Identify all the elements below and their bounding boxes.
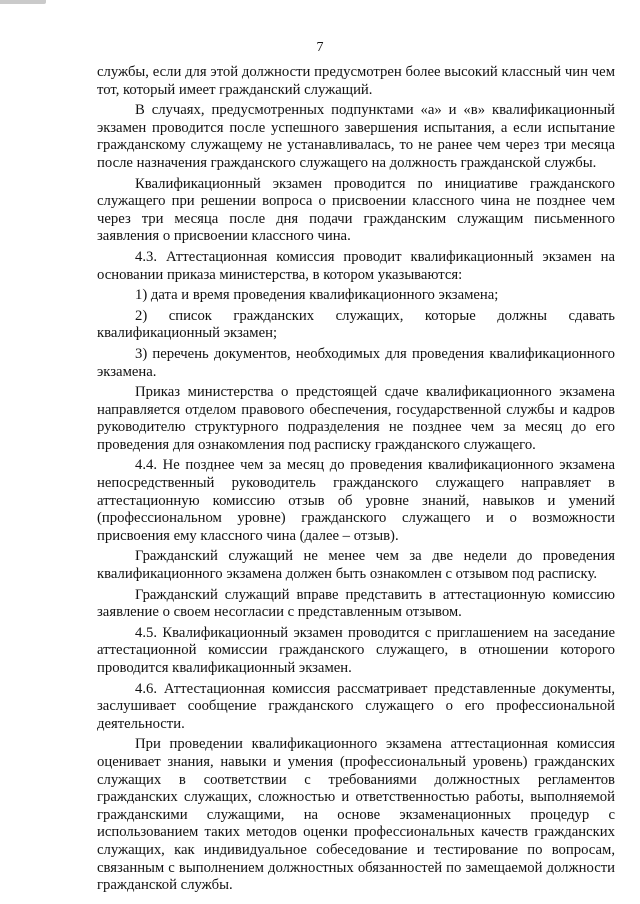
paragraph: Приказ министерства о предстоящей сдаче квалификационного экзамена направляется отделом правового обеспечения, государственной службы и кадров руководителю структурного подразделения не позднее чем за месяц до его проведения для ознакомления под расписку гражданского служащего. [97,384,615,453]
paragraph: Гражданский служащий не менее чем за две недели до проведения квалификационного экзамена должен быть ознакомлен с отзывом под расписку. [97,548,615,583]
document-body [97,64,615,898]
paragraph-continuation: службы, если для этой должности предусмотрен более высокий классный чин чем тот, который имеет гражданский служащий. [97,64,615,98]
section-4-4: 4.4. Не позднее чем за месяц до проведения квалификационного экзамена непосредственный руководитель гражданского служащего направляет в аттестационную комиссию отзыв об уровне знаний, навыков и умений (профессиональном уровне) гражданского служащего и о возможности присвоения ему классного чина (далее – отзыв). [97,457,615,544]
page-number: 7 [316,40,324,55]
scan-edge-artifact [0,0,46,4]
paragraph: Гражданский служащий вправе представить в аттестационную комиссию заявление о своем несогласии с представленным отзывом. [97,586,615,621]
section-4-5: 4.5. Квалификационный экзамен проводится с приглашением на заседание аттестационной комиссии гражданского служащего, в отношении которого проводится квалификационный экзамен. [97,624,615,676]
paragraph: В случаях, предусмотренных подпунктами «а» и «в» квалификационный экзамен проводится после успешного завершения испытания, а если испытание гражданскому служащему не устанавливалась, то не ранее чем через три месяца после назначения гражданского служащего на должность гражданской службы. [97,102,615,171]
paragraph: Квалификационный экзамен проводится по инициативе гражданского служащего при решении вопроса о присвоении классного чина не позднее чем через три месяца после дня подачи гражданским служащим письменного заявления о присвоении классного чина. [97,175,615,245]
list-item-2: 2) список гражданских служащих, которые должны сдавать квалификационный экзамен; [97,307,615,342]
list-item-3: 3) перечень документов, необходимых для проведения квалификационного экзамена. [97,345,615,380]
section-4-6: 4.6. Аттестационная комиссия рассматривает представленные документы, заслушивает сообщение гражданского служащего о его профессиональной деятельности. [97,680,615,732]
list-item-1: 1) дата и время проведения квалификационного экзамена; [135,287,499,304]
paragraph: При проведении квалификационного экзамена аттестационная комиссия оценивает знания, навыки и умения (профессиональный уровень) гражданских служащих в соответствии с требованиями должностных регламентов гражданских служащих, сложностью и ответственностью работы, выполняемой гражданскими служащими, на основе экзаменационных процедур с использованием таких методов оценки профессиональных качеств гражданских служащих, как индивидуальное собеседование и тестирование по вопросам, связанным с выполнением должностных обязанностей по замещаемой должности гражданской службы. [97,736,615,894]
section-4-3: 4.3. Аттестационная комиссия проводит квалификационный экзамен на основании приказа министерства, в котором указываются: [97,248,615,283]
